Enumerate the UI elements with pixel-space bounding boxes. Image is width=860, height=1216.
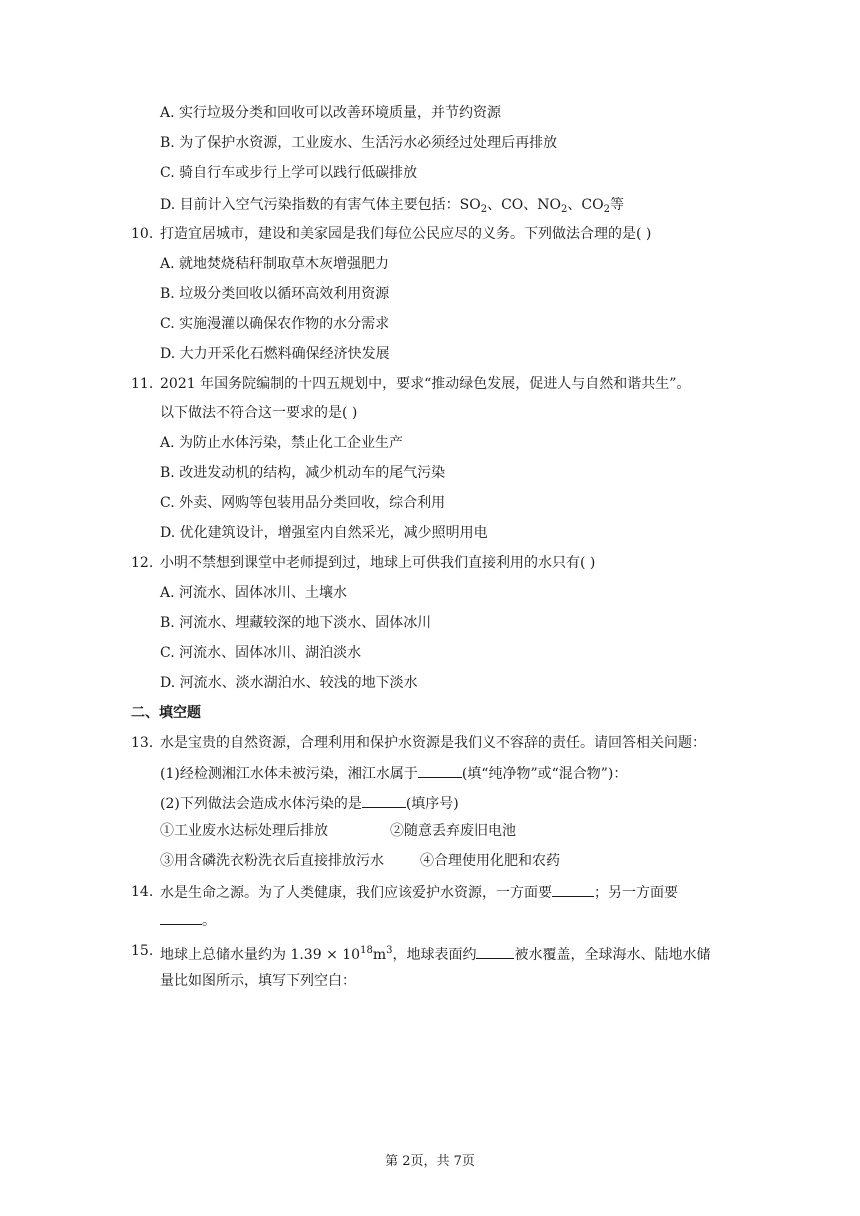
q10-option-c: C. 实施漫灌以确保农作物的水分需求 [160, 316, 390, 332]
q11-option-b: B. 改进发动机的结构，减少机动车的尾气污染 [160, 465, 446, 481]
q15-stem-mid: ，地球表面约 [392, 947, 477, 963]
q13-option-1: ①工业废水达标处理后排放 [160, 823, 328, 839]
q12-option-c: C. 河流水、固体冰川、湖泊淡水 [160, 645, 362, 661]
q13-part2 [160, 793, 459, 814]
q9-d-sub1: 2 [480, 204, 488, 215]
q9-d-sub3: 2 [603, 204, 610, 215]
q15-stem-suffix: 被水覆盖，全球海水、陆地水储 [514, 947, 711, 963]
q13-part1-prefix: (1)经检测湘江水体未被污染，湘江水属于 [160, 766, 418, 782]
q15-stem-line2: 量比如图所示，填写下列空白： [160, 973, 356, 989]
q10-number: 10. [131, 226, 154, 242]
q11-stem-line1: 2021 年国务院编制的十四五规划中，要求“推动绿色发展，促进人与自然和谐共生”。 [160, 376, 691, 392]
q9-option-b: B. 为了保护水资源，工业废水、生活污水必须经过处理后再排放 [160, 135, 558, 151]
page-footer: 第 2页，共 7页 [385, 1154, 475, 1169]
q9-d-prefix: D. 目前计入空气污染指数的有害气体主要包括：SO [160, 197, 481, 213]
q14-stem [160, 882, 678, 903]
q10-option-a: A. 就地焚烧秸秆制取草木灰增强肥力 [160, 256, 390, 272]
q14-line2 [160, 910, 216, 931]
q13-option-3: ③用含磷洗衣粉洗衣后直接排放污水 [160, 853, 384, 869]
section-heading-fill-in: 二、填空题 [131, 705, 201, 721]
q11-option-d: D. 优化建筑设计，增强室内自然采光，减少照明用电 [160, 525, 488, 541]
q13-part2-suffix: (填序号) [405, 796, 459, 812]
q9-d-sub2: 2 [561, 204, 568, 215]
q14-blank-2[interactable] [160, 910, 202, 925]
q13-option-2: ②随意丢弃废旧电池 [390, 823, 516, 839]
q15-unit: m [372, 947, 387, 963]
q13-part2-blank[interactable] [362, 793, 406, 808]
q14-end: 。 [202, 913, 216, 929]
q14-number: 14. [131, 884, 154, 900]
q9-d-mid1: 、CO、NO [487, 197, 561, 213]
q14-blank-1[interactable] [552, 882, 594, 897]
q14-stem-prefix: 水是生命之源。为了人类健康，我们应该爱护水资源，一方面要 [160, 885, 552, 901]
q9-d-suffix: 等 [609, 197, 624, 213]
q9-option-a: A. 实行垃圾分类和回收可以改善环境质量，并节约资源 [160, 105, 502, 121]
q15-stem-prefix: 地球上总储水量约为 1.39 × 10 [160, 947, 361, 963]
q14-stem-mid: ；另一方面要 [594, 885, 678, 901]
q10-option-b: B. 垃圾分类回收以循环高效利用资源 [160, 286, 390, 302]
q13-option-4: ④合理使用化肥和农药 [420, 853, 560, 869]
q9-option-d [160, 195, 624, 220]
q12-option-d: D. 河流水、淡水湖泊水、较浅的地下淡水 [160, 675, 418, 691]
q11-option-a: A. 为防止水体污染，禁止化工企业生产 [160, 435, 404, 451]
q15-exponent: 18 [360, 945, 373, 956]
q13-part1 [160, 763, 627, 784]
q10-stem: 打造宜居城市，建设和美家园是我们每位公民应尽的义务。下列做法合理的是( ) [160, 226, 652, 242]
q11-number: 11. [131, 376, 154, 392]
q12-number: 12. [131, 555, 154, 571]
q13-number: 13. [131, 735, 154, 751]
q13-part2-prefix: (2)下列做法会造成水体污染的是 [160, 796, 362, 812]
q15-unit-exponent: 3 [386, 945, 393, 956]
q13-stem: 水是宝贵的自然资源，合理利用和保护水资源是我们义不容辞的责任。请回答相关问题： [160, 735, 706, 751]
q13-part1-suffix: (填“纯净物”或“混合物”)： [461, 766, 628, 782]
q11-option-c: C. 外卖、网购等包装用品分类回收，综合利用 [160, 495, 446, 511]
q12-option-b: B. 河流水、埋藏较深的地下淡水、固体冰川 [160, 615, 432, 631]
q11-stem-line2: 以下做法不符合这一要求的是( ) [160, 405, 358, 421]
q12-stem: 小明不禁想到课堂中老师提到过，地球上可供我们直接利用的水只有( ) [160, 555, 596, 571]
q12-option-a: A. 河流水、固体冰川、土壤水 [160, 585, 348, 601]
q13-part1-blank[interactable] [418, 763, 462, 778]
q15-blank[interactable] [476, 944, 514, 959]
q10-option-d: D. 大力开采化石燃料确保经济快发展 [160, 346, 390, 362]
q9-option-c: C. 骑自行车或步行上学可以践行低碳排放 [160, 165, 418, 181]
q15-stem-line1 [160, 941, 710, 965]
q15-number: 15. [131, 943, 154, 959]
q9-d-mid2: 、CO [567, 197, 604, 213]
